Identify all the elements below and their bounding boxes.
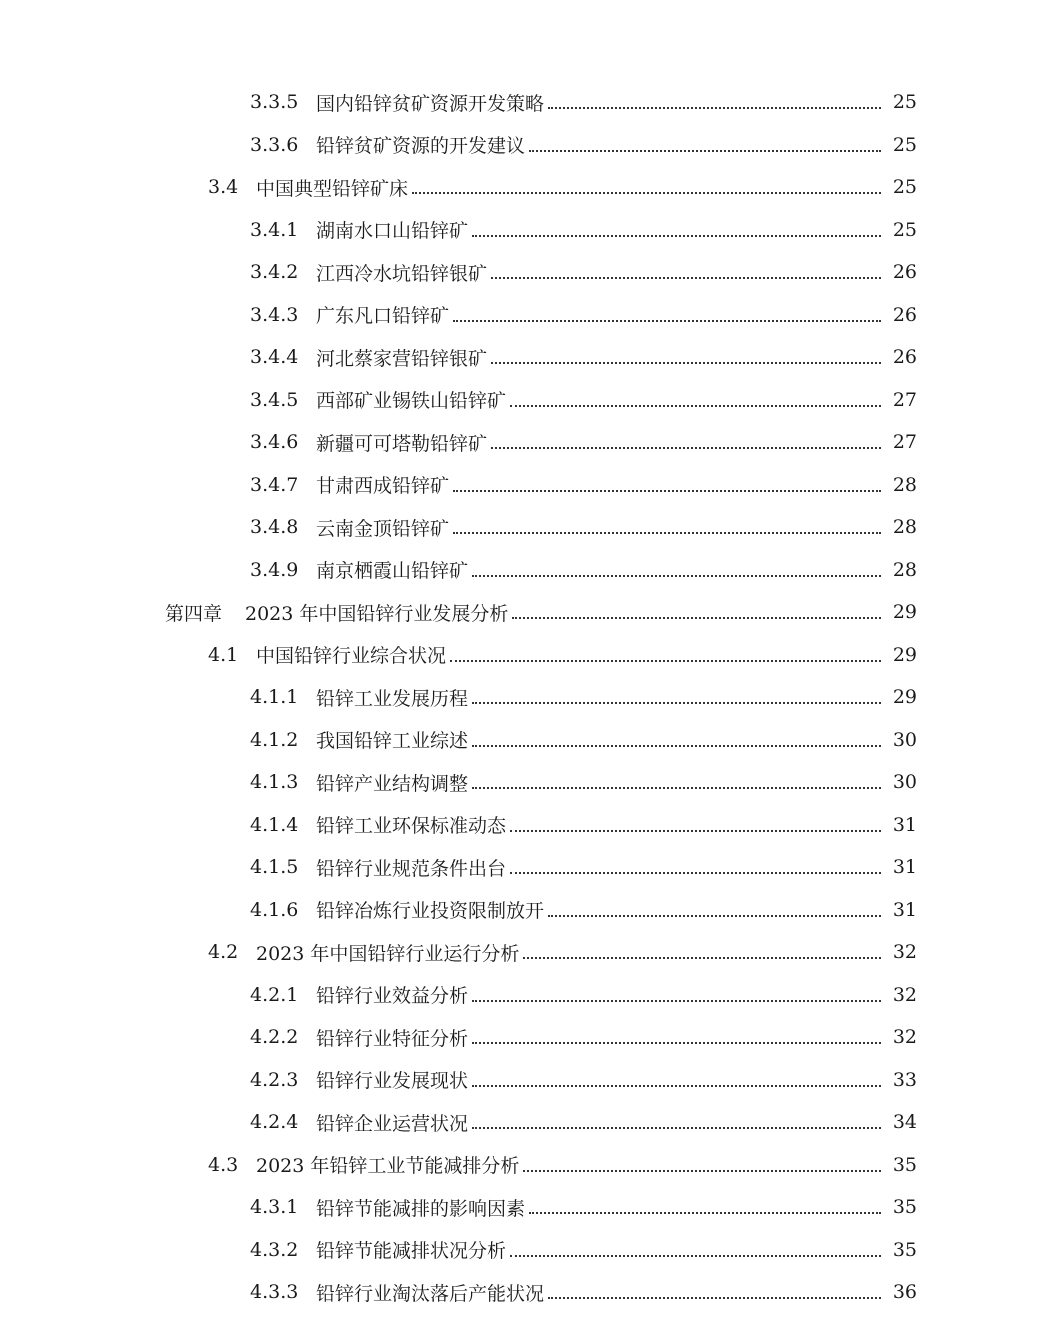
toc-entry-number: 4.1.2 [250,728,299,751]
toc-entry-page-number: 27 [892,431,917,454]
toc-dot-leader [512,617,881,619]
toc-entry[interactable] [0,506,1051,549]
toc-entry[interactable] [0,1059,1051,1102]
toc-entry-page-number: 35 [892,1238,917,1261]
toc-entry-title: 铅锌工业环保标准动态 [316,815,507,838]
toc-entry-number: 4.2.1 [250,983,299,1006]
toc-entry-number: 4.2.3 [250,1068,299,1091]
toc-entry-page-number: 25 [892,91,917,114]
toc-entry[interactable] [0,124,1051,167]
toc-entry-page-number: 32 [892,983,917,1006]
toc-dot-leader [472,575,881,577]
toc-entry-number: 3.3.5 [250,91,299,114]
toc-entry-title: 2023 年铅锌工业节能减排分析 [256,1155,520,1178]
toc-entry[interactable] [0,889,1051,932]
toc-entry-number: 3.4.5 [250,388,299,411]
toc-entry[interactable] [0,464,1051,507]
toc-entry-number: 4.3 [208,1153,239,1176]
toc-entry-page-number: 27 [892,388,917,411]
toc-entry-title: 新疆可可塔勒铅锌矿 [316,432,488,455]
toc-entry-page-number: 32 [892,1026,917,1049]
toc-entry-title: 湖南水口山铅锌矿 [316,220,469,243]
toc-entry-title: 云南金顶铅锌矿 [316,517,450,540]
toc-entry-page-number: 26 [892,303,917,326]
toc-entry-page-number: 30 [892,728,917,751]
toc-entry-title: 铅锌行业淘汰落后产能状况 [316,1282,545,1305]
toc-entry-title: 铅锌节能减排的影响因素 [316,1197,526,1220]
toc-entry-number: 3.4.8 [250,516,299,539]
toc-dot-leader [510,830,881,832]
toc-dot-leader [472,1127,881,1129]
toc-entry-title: 铅锌节能减排状况分析 [316,1240,507,1263]
toc-entry-title: 铅锌产业结构调整 [316,772,469,795]
toc-entry-page-number: 33 [892,1068,917,1091]
toc-dot-leader [529,1212,881,1214]
toc-entry-page-number: 36 [892,1281,917,1304]
toc-entry-page-number: 25 [892,176,917,199]
toc-dot-leader [491,362,881,364]
toc-entry-number: 4.3.1 [250,1196,299,1219]
toc-entry-title: 河北蔡家营铅锌银矿 [316,347,488,370]
toc-entry-title: 广东凡口铅锌矿 [316,305,450,328]
toc-dot-leader [548,915,881,917]
toc-entry-page-number: 28 [892,558,917,581]
toc-entry[interactable] [0,804,1051,847]
toc-entry-number: 4.1 [208,643,239,666]
toc-entry-page-number: 29 [892,686,917,709]
toc-entry-page-number: 25 [892,133,917,156]
toc-entry-number: 3.3.6 [250,133,299,156]
toc-entry[interactable] [0,549,1051,592]
toc-entry[interactable] [0,634,1051,677]
toc-entry-number: 3.4.3 [250,303,299,326]
toc-dot-leader [472,1085,881,1087]
toc-entry-title: 铅锌行业发展现状 [316,1070,469,1093]
toc-entry-title: 铅锌贫矿资源的开发建议 [316,135,526,158]
toc-dot-leader [453,532,881,534]
toc-entry-title: 铅锌行业规范条件出台 [316,857,507,880]
toc-entry-title: 国内铅锌贫矿资源开发策略 [316,92,545,115]
toc-entry[interactable] [0,379,1051,422]
toc-dot-leader [548,1297,881,1299]
toc-entry-title: 铅锌冶炼行业投资限制放开 [316,900,545,923]
toc-entry-page-number: 32 [892,941,917,964]
toc-entry[interactable] [0,336,1051,379]
toc-entry-page-number: 31 [892,898,917,921]
toc-dot-leader [472,787,881,789]
toc-dot-leader [523,1170,881,1172]
toc-entry-number: 4.2.2 [250,1026,299,1049]
toc-entry-page-number: 35 [892,1153,917,1176]
toc-entry-title: 西部矿业锡铁山铅锌矿 [316,390,507,413]
toc-entry-number: 3.4.6 [250,431,299,454]
toc-entry-page-number: 29 [892,601,917,624]
toc-entry-title: 2023 年中国铅锌行业发展分析 [245,602,509,625]
toc-dot-leader [453,320,881,322]
toc-entry[interactable] [0,1229,1051,1272]
toc-entry-number: 3.4.4 [250,346,299,369]
toc-entry-page-number: 26 [892,261,917,284]
toc-dot-leader [472,702,881,704]
toc-dot-leader [491,447,881,449]
toc-entry[interactable] [0,846,1051,889]
toc-entry-number: 4.3.2 [250,1238,299,1261]
toc-dot-leader [450,660,881,662]
toc-entry-number: 4.1.5 [250,856,299,879]
toc-dot-leader [412,192,881,194]
toc-dot-leader [510,872,881,874]
toc-entry-page-number: 31 [892,856,917,879]
toc-entry[interactable] [0,676,1051,719]
toc-entry-title: 甘肃西成铅锌矿 [316,475,450,498]
toc-entry-title: 2023 年中国铅锌行业运行分析 [256,942,520,965]
toc-entry-page-number: 30 [892,771,917,794]
toc-entry[interactable] [0,294,1051,337]
toc-entry-page-number: 28 [892,516,917,539]
toc-dot-leader [510,1255,881,1257]
toc-entry-number: 3.4.1 [250,218,299,241]
toc-dot-leader [472,745,881,747]
toc-entry-title: 铅锌行业特征分析 [316,1027,469,1050]
toc-dot-leader [472,1042,881,1044]
toc-entry-title: 南京栖霞山铅锌矿 [316,560,469,583]
toc-dot-leader [529,150,881,152]
toc-entry-number: 4.3.3 [250,1281,299,1304]
toc-entry-number: 3.4 [208,176,239,199]
toc-entry[interactable] [0,1101,1051,1144]
toc-entry-number: 4.2 [208,941,239,964]
toc-entry[interactable] [0,719,1051,762]
toc-entry[interactable] [0,251,1051,294]
toc-entry[interactable] [0,166,1051,209]
toc-entry-title: 铅锌企业运营状况 [316,1112,469,1135]
toc-entry-page-number: 25 [892,218,917,241]
toc-entry-number: 4.1.6 [250,898,299,921]
toc-entry-title: 铅锌工业发展历程 [316,687,469,710]
toc-entry[interactable] [0,931,1051,974]
toc-entry-title: 中国典型铅锌矿床 [256,177,409,200]
toc-entry[interactable] [0,209,1051,252]
toc-entry[interactable] [0,1271,1051,1314]
toc-entry-number: 3.4.2 [250,261,299,284]
toc-entry-page-number: 26 [892,346,917,369]
toc-entry[interactable] [0,81,1051,124]
toc-entry-page-number: 34 [892,1111,917,1134]
toc-entry-number: 4.1.3 [250,771,299,794]
toc-entry-title: 铅锌行业效益分析 [316,985,469,1008]
toc-entry[interactable] [0,1144,1051,1187]
toc-entry-title: 江西冷水坑铅锌银矿 [316,262,488,285]
toc-entry[interactable] [0,591,1051,634]
toc-entry-title: 我国铅锌工业综述 [316,730,469,753]
toc-entry-page-number: 35 [892,1196,917,1219]
toc-dot-leader [548,107,881,109]
toc-entry-number: 4.2.4 [250,1111,299,1134]
toc-dot-leader [523,957,881,959]
toc-entry-number: 4.1.1 [250,686,299,709]
toc-entry-number: 第四章 [165,602,223,625]
toc-entry[interactable] [0,974,1051,1017]
toc-dot-leader [491,277,881,279]
toc-entry-title: 中国铅锌行业综合状况 [256,645,447,668]
toc-entry[interactable] [0,1016,1051,1059]
toc-entry-number: 3.4.9 [250,558,299,581]
toc-dot-leader [453,490,881,492]
toc-entry-page-number: 28 [892,473,917,496]
toc-dot-leader [472,235,881,237]
toc-entry[interactable] [0,1186,1051,1229]
toc-entry-number: 4.1.4 [250,813,299,836]
toc-entry[interactable] [0,761,1051,804]
toc-entry-page-number: 29 [892,643,917,666]
toc-entry-number: 3.4.7 [250,473,299,496]
toc-dot-leader [510,405,881,407]
table-of-contents [0,81,1051,1314]
toc-entry-page-number: 31 [892,813,917,836]
toc-dot-leader [472,1000,881,1002]
toc-entry[interactable] [0,421,1051,464]
